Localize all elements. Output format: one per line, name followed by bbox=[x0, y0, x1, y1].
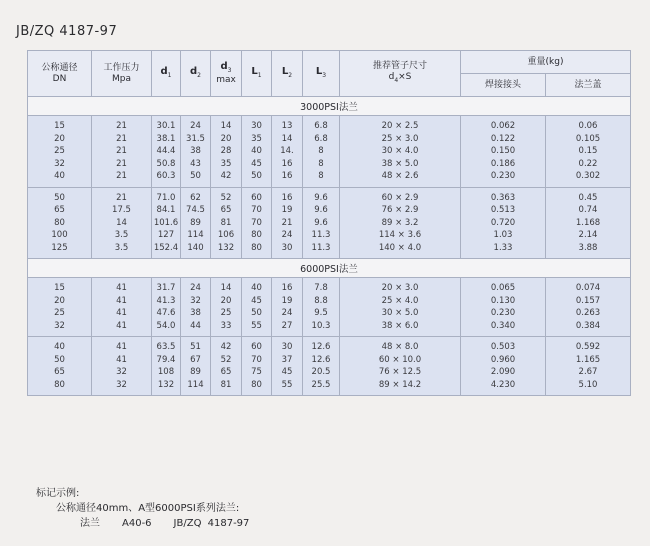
cell-value: 28 bbox=[220, 146, 232, 156]
cell-value: 48 × 2.6 bbox=[381, 171, 419, 181]
cell-value: 20 × 3.0 bbox=[381, 283, 419, 293]
cell-d3 bbox=[211, 116, 242, 188]
cell-value: 30 bbox=[251, 121, 262, 131]
cell-l1 bbox=[242, 337, 272, 396]
cell-weld-joint bbox=[461, 116, 546, 188]
cell-value: 31.7 bbox=[156, 283, 176, 293]
cell-value: 60.3 bbox=[156, 171, 176, 181]
cell-flange-cover bbox=[546, 187, 631, 259]
cell-value: 60 bbox=[251, 342, 262, 352]
cell-value: 60 × 2.9 bbox=[381, 192, 419, 203]
cell-weld-joint bbox=[461, 278, 546, 337]
cell-value: 76 × 12.5 bbox=[378, 367, 422, 377]
data-group bbox=[28, 337, 631, 396]
cell-value: 44 bbox=[190, 320, 201, 331]
cell-value: 132 bbox=[217, 242, 235, 253]
cell-value: 30 × 4.0 bbox=[381, 146, 419, 156]
cell-value: 41 bbox=[116, 295, 127, 306]
cell-value: 16 bbox=[281, 158, 293, 169]
cell-value: 89 bbox=[190, 217, 201, 228]
cell-value: 0.720 bbox=[490, 217, 516, 228]
example-heading: 标记示例: bbox=[36, 488, 80, 499]
cell-l2 bbox=[272, 187, 303, 259]
cell-value: 41 bbox=[116, 342, 127, 352]
standard-code: JB/ZQ 4187-97 bbox=[16, 24, 118, 39]
cell-value: 76 × 2.9 bbox=[381, 205, 419, 215]
header-l3: $L_3$ bbox=[303, 51, 340, 97]
cell-value: 16 bbox=[281, 283, 293, 293]
cell-d1 bbox=[152, 337, 181, 396]
cell-l2 bbox=[272, 278, 303, 337]
cell-d3 bbox=[211, 187, 242, 259]
cell-value: 50.8 bbox=[156, 158, 176, 169]
header-pressure: 工作压力 Mpa bbox=[92, 51, 152, 97]
cell-value: 12.6 bbox=[311, 354, 331, 365]
cell-value: 101.6 bbox=[153, 217, 179, 228]
cell-value: 80 bbox=[251, 379, 262, 390]
cell-value: 0.230 bbox=[490, 171, 516, 181]
cell-value: 9.6 bbox=[314, 217, 328, 228]
cell-value: 70 bbox=[251, 217, 262, 228]
cell-value: 75 bbox=[251, 367, 262, 377]
cell-l3 bbox=[303, 187, 340, 259]
section-title-row bbox=[28, 259, 631, 278]
cell-value: 63.5 bbox=[156, 342, 176, 352]
cell-value: 0.06 bbox=[578, 121, 598, 131]
cell-value: 114 bbox=[187, 230, 204, 240]
cell-value: 21 bbox=[281, 217, 293, 228]
header-l1: $L_1$ bbox=[242, 51, 272, 97]
table-header bbox=[28, 51, 631, 97]
header-l2: $L_2$ bbox=[272, 51, 303, 97]
cell-value: 0.074 bbox=[575, 283, 601, 293]
cell-value: 0.122 bbox=[490, 133, 516, 144]
cell-value: 5.10 bbox=[578, 379, 598, 390]
cell-value: 24 bbox=[281, 308, 293, 318]
cell-value: 1.168 bbox=[575, 217, 601, 228]
cell-value: 16 bbox=[281, 171, 293, 181]
cell-l3 bbox=[303, 337, 340, 396]
cell-pressure bbox=[92, 116, 152, 188]
section-title-row bbox=[28, 97, 631, 116]
cell-value: 20 bbox=[220, 133, 232, 144]
cell-value: 89 × 14.2 bbox=[378, 379, 422, 390]
cell-value: 20 bbox=[54, 295, 65, 306]
marking-example bbox=[36, 486, 271, 531]
cell-value: 100 bbox=[51, 230, 68, 240]
cell-value: 3.5 bbox=[114, 242, 129, 253]
cell-value: 45 bbox=[281, 367, 293, 377]
cell-value: 32 bbox=[54, 158, 65, 169]
cell-d3 bbox=[211, 337, 242, 396]
cell-value: 0.065 bbox=[490, 283, 516, 293]
cell-value: 74.5 bbox=[186, 205, 205, 215]
cell-value: 33 bbox=[220, 320, 232, 331]
cell-value: 12.6 bbox=[311, 342, 331, 352]
cell-value: 55 bbox=[251, 320, 262, 331]
cell-value: 19 bbox=[281, 295, 293, 306]
cell-value: 8 bbox=[318, 171, 324, 181]
cell-value: 25 bbox=[54, 308, 65, 318]
cell-weld-joint bbox=[461, 337, 546, 396]
cell-value: 6.8 bbox=[314, 121, 328, 131]
cell-value: 0.503 bbox=[490, 342, 516, 352]
cell-value: 16 bbox=[281, 192, 293, 203]
cell-value: 14 bbox=[281, 133, 293, 144]
cell-pressure bbox=[92, 337, 152, 396]
cell-value: 1.165 bbox=[575, 354, 601, 365]
cell-value: 2.090 bbox=[490, 367, 516, 377]
cell-value: 25 bbox=[220, 308, 232, 318]
cell-value: 1.33 bbox=[493, 242, 513, 253]
cell-value: 24 bbox=[190, 121, 201, 131]
cell-d2 bbox=[181, 337, 211, 396]
cell-value: 21 bbox=[116, 171, 127, 181]
cell-pipe bbox=[340, 278, 461, 337]
cell-value: 60 × 10.0 bbox=[378, 354, 422, 365]
cell-value: 80 bbox=[54, 217, 65, 228]
cell-value: 0.230 bbox=[490, 308, 516, 318]
cell-l3 bbox=[303, 116, 340, 188]
cell-value: 10.3 bbox=[311, 320, 331, 331]
cell-value: 50 bbox=[251, 308, 262, 318]
cell-value: 25 × 4.0 bbox=[381, 295, 419, 306]
cell-value: 38 bbox=[190, 308, 201, 318]
cell-value: 55 bbox=[281, 379, 293, 390]
cell-value: 0.45 bbox=[578, 192, 598, 203]
cell-value: 14 bbox=[116, 217, 127, 228]
cell-value: 80 bbox=[54, 379, 65, 390]
cell-value: 32 bbox=[190, 295, 201, 306]
cell-value: 40 bbox=[54, 342, 65, 352]
cell-value: 9.5 bbox=[314, 308, 328, 318]
cell-value: 44.4 bbox=[156, 146, 176, 156]
cell-value: 0.150 bbox=[490, 146, 516, 156]
cell-d1 bbox=[152, 278, 181, 337]
table-row bbox=[28, 116, 631, 188]
cell-value: 125 bbox=[51, 242, 68, 253]
cell-value: 25 × 3.0 bbox=[381, 133, 419, 144]
cell-flange-cover bbox=[546, 116, 631, 188]
cell-value: 0.15 bbox=[578, 146, 598, 156]
cell-value: 21 bbox=[116, 146, 127, 156]
cell-l1 bbox=[242, 278, 272, 337]
cell-value: 89 × 3.2 bbox=[381, 217, 419, 228]
cell-flange-cover bbox=[546, 337, 631, 396]
cell-value: 40 bbox=[251, 283, 262, 293]
cell-value: 32 bbox=[116, 379, 127, 390]
flange-spec-table bbox=[27, 50, 631, 396]
cell-weld-joint bbox=[461, 187, 546, 259]
cell-value: 48 × 8.0 bbox=[381, 342, 419, 352]
cell-d1 bbox=[152, 187, 181, 259]
cell-d2 bbox=[181, 278, 211, 337]
cell-value: 0.74 bbox=[578, 205, 598, 215]
cell-value: 8.8 bbox=[314, 295, 328, 306]
cell-l2 bbox=[272, 337, 303, 396]
cell-dn bbox=[28, 187, 92, 259]
cell-dn bbox=[28, 337, 92, 396]
cell-value: 80 bbox=[251, 242, 262, 253]
cell-value: 38 bbox=[190, 146, 201, 156]
cell-value: 89 bbox=[190, 367, 201, 377]
cell-value: 41 bbox=[116, 320, 127, 331]
cell-value: 31.5 bbox=[186, 133, 205, 144]
cell-value: 0.513 bbox=[490, 205, 516, 215]
cell-flange-cover bbox=[546, 278, 631, 337]
cell-value: 84.1 bbox=[156, 205, 176, 215]
cell-d2 bbox=[181, 187, 211, 259]
cell-value: 21 bbox=[116, 158, 127, 169]
cell-value: 20.5 bbox=[311, 367, 331, 377]
cell-value: 50 bbox=[190, 171, 201, 181]
data-group bbox=[28, 116, 631, 188]
example-code: A40-6 bbox=[122, 518, 152, 529]
cell-value: 3.5 bbox=[114, 230, 129, 240]
cell-value: 152.4 bbox=[153, 242, 179, 253]
cell-value: 35 bbox=[251, 133, 262, 144]
cell-value: 45 bbox=[251, 158, 262, 169]
cell-value: 41 bbox=[116, 283, 127, 293]
cell-d1 bbox=[152, 116, 181, 188]
cell-value: 114 × 3.6 bbox=[378, 230, 422, 240]
cell-value: 81 bbox=[220, 217, 232, 228]
example-designation bbox=[36, 516, 271, 531]
cell-value: 41.3 bbox=[156, 295, 176, 306]
cell-value: 6.8 bbox=[314, 133, 328, 144]
cell-value: 30 bbox=[281, 342, 293, 352]
cell-value: 11.3 bbox=[311, 242, 331, 253]
header-dn: 公称通径 DN bbox=[28, 51, 92, 97]
cell-l3 bbox=[303, 278, 340, 337]
cell-value: 25.5 bbox=[311, 379, 331, 390]
cell-value: 0.302 bbox=[575, 171, 601, 181]
cell-value: 0.340 bbox=[490, 320, 516, 331]
cell-value: 70 bbox=[251, 354, 262, 365]
cell-value: 52 bbox=[220, 354, 232, 365]
cell-d2 bbox=[181, 116, 211, 188]
cell-value: 24 bbox=[281, 230, 293, 240]
cell-value: 38 × 5.0 bbox=[381, 158, 419, 169]
cell-value: 67 bbox=[190, 354, 201, 365]
cell-value: 38 × 6.0 bbox=[381, 320, 419, 331]
cell-value: 27 bbox=[281, 320, 293, 331]
table-row bbox=[28, 187, 631, 259]
cell-value: 8 bbox=[318, 158, 324, 169]
cell-value: 0.186 bbox=[490, 158, 516, 169]
cell-value: 30.1 bbox=[156, 121, 176, 131]
cell-l1 bbox=[242, 116, 272, 188]
cell-dn bbox=[28, 116, 92, 188]
cell-value: 0.130 bbox=[490, 295, 516, 306]
cell-value: 62 bbox=[190, 192, 201, 203]
cell-value: 0.105 bbox=[575, 133, 601, 144]
cell-value: 17.5 bbox=[112, 205, 131, 215]
cell-value: 52 bbox=[220, 192, 232, 203]
cell-value: 54.0 bbox=[156, 320, 176, 331]
cell-value: 30 × 5.0 bbox=[381, 308, 419, 318]
cell-value: 14. bbox=[280, 146, 294, 156]
cell-value: 14 bbox=[220, 121, 232, 131]
cell-value: 50 bbox=[54, 354, 65, 365]
cell-value: 20 × 2.5 bbox=[381, 121, 419, 131]
cell-value: 38.1 bbox=[156, 133, 176, 144]
cell-value: 114 bbox=[187, 379, 204, 390]
cell-value: 3.88 bbox=[578, 242, 598, 253]
data-group bbox=[28, 278, 631, 337]
example-part: 法兰 bbox=[80, 518, 100, 529]
cell-value: 51 bbox=[190, 342, 201, 352]
cell-value: 41 bbox=[116, 354, 127, 365]
cell-value: 0.062 bbox=[490, 121, 516, 131]
header-pipe: 推荐管子尺寸 $d_4\times S$ bbox=[340, 51, 461, 97]
cell-value: 71.0 bbox=[156, 192, 176, 203]
cell-value: 0.263 bbox=[575, 308, 601, 318]
cell-pipe bbox=[340, 187, 461, 259]
cell-pipe bbox=[340, 116, 461, 188]
cell-value: 0.592 bbox=[575, 342, 601, 352]
cell-l2 bbox=[272, 116, 303, 188]
cell-value: 140 × 4.0 bbox=[378, 242, 422, 253]
cell-value: 0.157 bbox=[575, 295, 601, 306]
cell-value: 42 bbox=[220, 342, 232, 352]
cell-d3 bbox=[211, 278, 242, 337]
table-row bbox=[28, 278, 631, 337]
cell-value: 0.363 bbox=[490, 192, 516, 203]
cell-value: 65 bbox=[54, 205, 65, 215]
cell-value: 79.4 bbox=[156, 354, 176, 365]
section-title: 6000PSI法兰 bbox=[28, 259, 631, 278]
cell-value: 15 bbox=[54, 121, 65, 131]
cell-value: 127 bbox=[157, 230, 175, 240]
cell-value: 80 bbox=[251, 230, 262, 240]
cell-value: 21 bbox=[116, 192, 127, 203]
cell-value: 65 bbox=[220, 367, 232, 377]
header-flange-cover: 法兰盖 bbox=[546, 74, 631, 97]
data-group bbox=[28, 187, 631, 259]
cell-value: 81 bbox=[220, 379, 232, 390]
cell-value: 13 bbox=[281, 121, 293, 131]
cell-pipe bbox=[340, 337, 461, 396]
header-d2: $d_2$ bbox=[181, 51, 211, 97]
example-standard: JB/ZQ 4187-97 bbox=[173, 518, 250, 529]
header-d3: $d_3$ max bbox=[211, 51, 242, 97]
cell-value: 50 bbox=[54, 192, 65, 203]
cell-value: 20 bbox=[54, 133, 65, 144]
cell-value: 65 bbox=[54, 367, 65, 377]
cell-pressure bbox=[92, 278, 152, 337]
cell-value: 20 bbox=[220, 295, 232, 306]
cell-value: 40 bbox=[54, 171, 65, 181]
cell-value: 2.14 bbox=[578, 230, 598, 240]
cell-value: 43 bbox=[190, 158, 201, 169]
cell-pressure bbox=[92, 187, 152, 259]
cell-value: 7.8 bbox=[314, 283, 328, 293]
cell-value: 40 bbox=[251, 146, 262, 156]
cell-value: 4.230 bbox=[490, 379, 516, 390]
cell-value: 0.960 bbox=[490, 354, 516, 365]
cell-value: 21 bbox=[116, 121, 127, 131]
cell-value: 37 bbox=[281, 354, 293, 365]
cell-value: 42 bbox=[220, 171, 232, 181]
header-weld-joint: 焊接接头 bbox=[461, 74, 546, 97]
cell-value: 15 bbox=[54, 283, 65, 293]
cell-value: 108 bbox=[157, 367, 175, 377]
cell-value: 0.22 bbox=[578, 158, 598, 169]
cell-value: 140 bbox=[187, 242, 204, 253]
cell-value: 19 bbox=[281, 205, 293, 215]
cell-value: 9.6 bbox=[314, 205, 328, 215]
cell-value: 2.67 bbox=[578, 367, 598, 377]
example-description: 公称通径40mm、A型6000PSI系列法兰: bbox=[56, 503, 240, 514]
cell-value: 11.3 bbox=[311, 230, 331, 240]
cell-value: 35 bbox=[220, 158, 232, 169]
cell-value: 65 bbox=[220, 205, 232, 215]
section-title: 3000PSI法兰 bbox=[28, 97, 631, 116]
cell-l1 bbox=[242, 187, 272, 259]
cell-value: 24 bbox=[190, 283, 201, 293]
cell-value: 41 bbox=[116, 308, 127, 318]
cell-value: 8 bbox=[318, 146, 324, 156]
header-weight: 重量(kg) bbox=[461, 51, 631, 74]
cell-value: 60 bbox=[251, 192, 262, 203]
cell-value: 132 bbox=[157, 379, 175, 390]
cell-value: 32 bbox=[116, 367, 127, 377]
cell-value: 47.6 bbox=[156, 308, 176, 318]
cell-value: 30 bbox=[281, 242, 293, 253]
cell-dn bbox=[28, 278, 92, 337]
cell-value: 106 bbox=[217, 230, 235, 240]
cell-value: 45 bbox=[251, 295, 262, 306]
cell-value: 0.384 bbox=[575, 320, 601, 331]
header-d1: $d_1$ bbox=[152, 51, 181, 97]
cell-value: 50 bbox=[251, 171, 262, 181]
cell-value: 14 bbox=[220, 283, 232, 293]
cell-value: 32 bbox=[54, 320, 65, 331]
cell-value: 1.03 bbox=[493, 230, 513, 240]
cell-value: 21 bbox=[116, 133, 127, 144]
cell-value: 70 bbox=[251, 205, 262, 215]
table-row bbox=[28, 337, 631, 396]
cell-value: 25 bbox=[54, 146, 65, 156]
cell-value: 9.6 bbox=[314, 192, 328, 203]
